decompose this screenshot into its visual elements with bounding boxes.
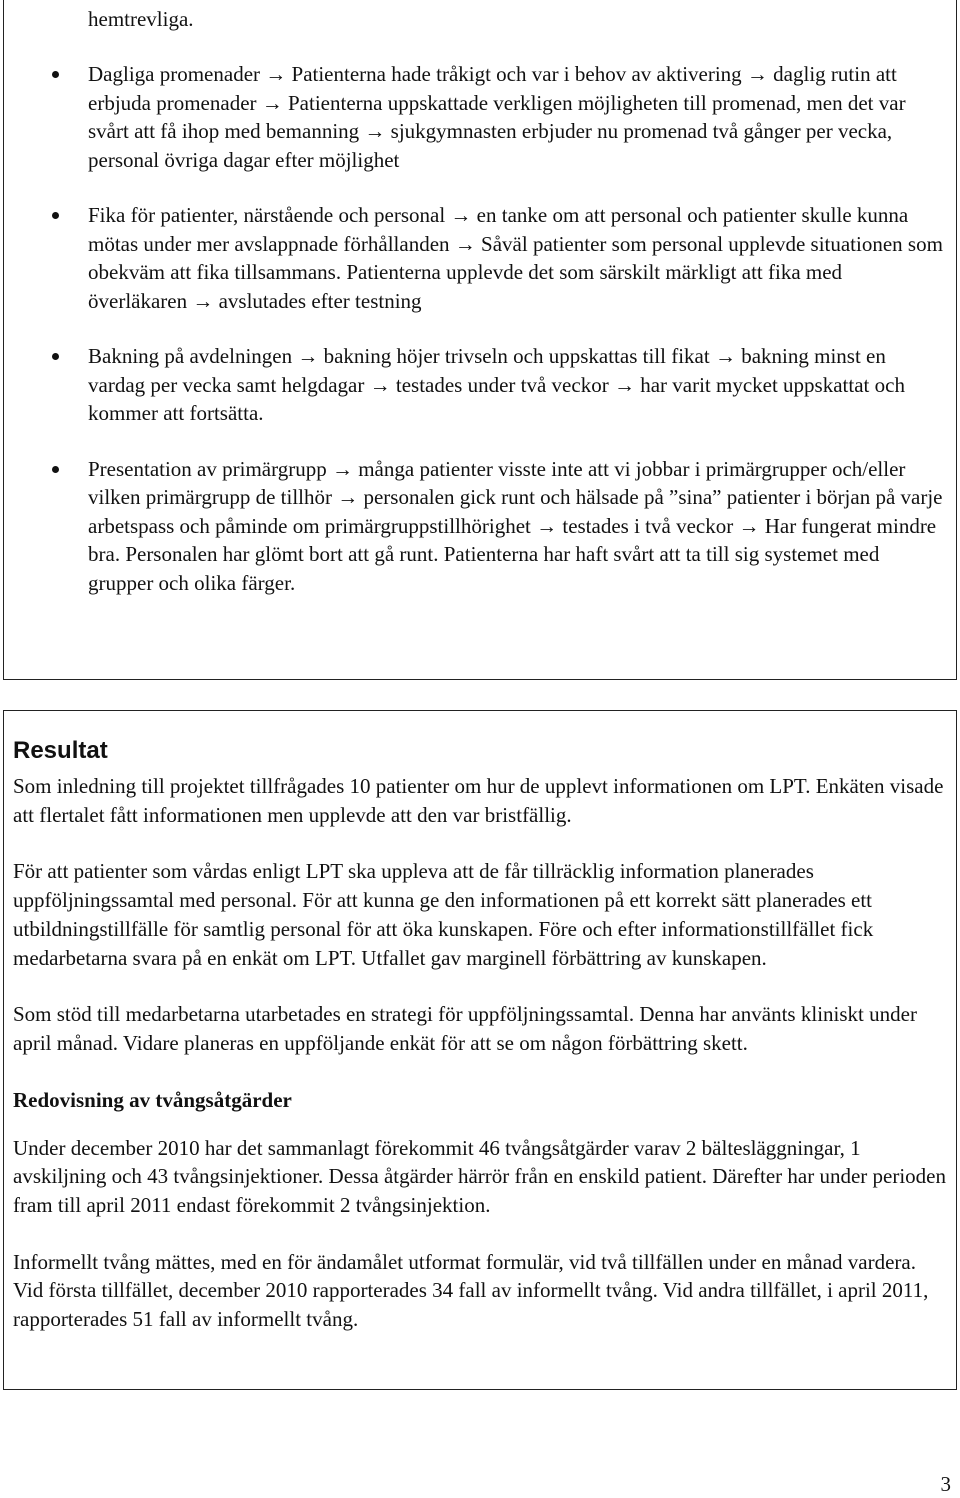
list-item-text: Bakning på avdelningen → bakning höjer trivseln och uppskattas till fikat → bakning minst en vardag per vecka samt helgdagar → testades under två veckor → har varit mycket uppskattat och kommer att fortsätta. [88,344,905,425]
paragraph: Som stöd till medarbetarna utarbetades en strategi för uppföljningssamtal. Denna har använts kliniskt under april månad. Vidare planeras en uppföljande enkät för att se om någon förbättring skett. [13,1002,917,1055]
intro-text: hemtrevliga. [88,7,194,31]
bullet-icon [52,353,59,360]
list-item [4,201,944,315]
paragraph: Informellt tvång mättes, med en för ändamålet utformat formulär, vid två tillfällen under en månad vardera. Vid första tillfället, december 2010 rapporterades 34 fall av informellt tvång. Vid andra tillfället, i april 2011, rapporterades 51 fall av informellt tvång. [13,1249,929,1332]
paragraph: Under december 2010 har det sammanlagt förekommit 46 tvångsåtgärder varav 2 bältesläggningar, 1 avskiljning och 43 tvångsinjektioner. Dessa åtgärder härrör från en enskild patient. Därefter har under perioden fram till april 2011 endast förekommit 2 tvångsinjektion. [13,1135,947,1218]
activity-list [4,60,944,624]
paragraph: Som inledning till projektet tillfrågades 10 patienter om hur de upplevt informationen om LPT. Enkäten visade att flertalet fått informationen men upplevde att den var bristfällig. [13,774,944,827]
bullet-icon [52,212,59,219]
activities-box [3,0,957,680]
bullet-icon [52,71,59,78]
subheading-tvangsatgarder: Redovisning av tvångsåtgärder [13,1087,292,1112]
results-box [3,710,957,1390]
page-number: 3 [940,1472,951,1496]
paragraph: För att patienter som vårdas enligt LPT ska uppleva att de får tillräcklig information planerades uppföljningssamtal med personal. För att kunna ge den informationen på ett korrekt sätt planerades ett utbildningstillfälle för samtlig personal för att öka kunskapen. Före och efter informationstillfället fick medarbetarna svara på en enkät om LPT. Utfallet gav marginell förbättring av kunskapen. [13,859,874,970]
bullet-icon [52,466,59,473]
list-item [4,455,944,598]
list-item-text: Presentation av primärgrupp → många patienter visste inte att vi jobbar i primärgrupper och/eller vilken primärgrupp de tillhör → personalen gick runt och hälsade på ”sina” patienter i början på varje arbetspass och påminde om primärgruppstillhörighet → testades i två veckor → Har fungerat mindre bra. Personalen har glömt bort att gå runt. Patienterna har haft svårt att ta till sig systemet med grupper och olika färger. [88,456,943,595]
list-item [4,342,944,428]
list-item [4,60,944,174]
list-item-text: Fika för patienter, närstående och personal → en tanke om att personal och patienter skulle kunna mötas under mer avslappnade förhållanden → Såväl patienter som personal upplevde situationen som obekväm att fika tillsammans. Patienterna upplevde det som särskilt märkligt att fika med överläkaren → avslutades efter testning [88,203,943,313]
list-item-text: Dagliga promenader → Patienterna hade tråkigt och var i behov av aktivering → daglig rutin att erbjuda promenader → Patienterna uppskattade verkligen möjligheten till promenad, men det var svårt att få ihop med bemanning → sjukgymnasten erbjuder nu promenad två gånger per vecka, personal övriga dagar efter möjlighet [88,62,906,172]
section-heading-resultat: Resultat [13,737,108,764]
results-content [13,736,948,1362]
